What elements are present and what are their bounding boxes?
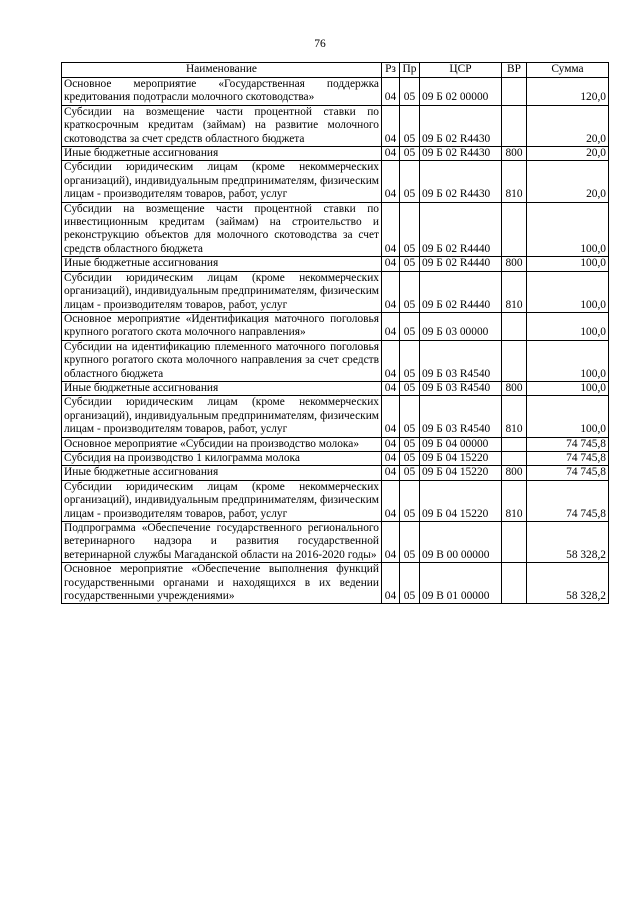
row-sum: 100,0	[527, 381, 609, 395]
row-vr: 800	[502, 257, 527, 271]
row-csr: 09 Б 03 R4540	[420, 340, 502, 381]
row-sum: 74 745,8	[527, 466, 609, 480]
table-row	[62, 202, 609, 257]
table-row	[62, 437, 609, 451]
row-vr	[502, 522, 527, 563]
row-rz: 04	[382, 563, 400, 604]
row-rz: 04	[382, 257, 400, 271]
table-row	[62, 451, 609, 465]
table-row	[62, 78, 609, 106]
row-name: Субсидии на идентификацию племенного маточного поголовья крупного рогатого скота молочного направления за счет средств областного бюджета	[62, 340, 382, 381]
row-vr: 800	[502, 466, 527, 480]
row-sum: 100,0	[527, 257, 609, 271]
row-pr: 05	[400, 466, 420, 480]
row-rz: 04	[382, 340, 400, 381]
row-pr: 05	[400, 147, 420, 161]
table-row	[62, 396, 609, 437]
row-rz: 04	[382, 147, 400, 161]
row-rz: 04	[382, 396, 400, 437]
row-name: Иные бюджетные ассигнования	[62, 466, 382, 480]
row-csr: 09 Б 02 R4430	[420, 147, 502, 161]
header-name: Наименование	[62, 63, 382, 78]
row-name: Иные бюджетные ассигнования	[62, 381, 382, 395]
row-vr: 810	[502, 396, 527, 437]
row-name: Иные бюджетные ассигнования	[62, 257, 382, 271]
row-rz: 04	[382, 437, 400, 451]
table-row	[62, 381, 609, 395]
row-vr	[502, 340, 527, 381]
row-rz: 04	[382, 105, 400, 146]
table-header-row	[62, 63, 609, 78]
row-pr: 05	[400, 437, 420, 451]
row-sum: 20,0	[527, 147, 609, 161]
header-pr: Пр	[400, 63, 420, 78]
row-rz: 04	[382, 522, 400, 563]
row-sum: 74 745,8	[527, 480, 609, 521]
row-pr: 05	[400, 257, 420, 271]
row-sum: 74 745,8	[527, 451, 609, 465]
row-rz: 04	[382, 202, 400, 257]
table-row	[62, 271, 609, 312]
row-sum: 20,0	[527, 105, 609, 146]
row-pr: 05	[400, 105, 420, 146]
row-pr: 05	[400, 396, 420, 437]
row-csr: 09 Б 04 15220	[420, 480, 502, 521]
row-csr: 09 Б 04 15220	[420, 451, 502, 465]
row-name: Субсидии на возмещение части процентной ставки по инвестиционным кредитам (займам) на строительство и реконструкцию объектов для молочного скотоводства за счет средств областного бюджета	[62, 202, 382, 257]
table-row	[62, 312, 609, 340]
row-name: Иные бюджетные ассигнования	[62, 147, 382, 161]
row-name: Субсидии юридическим лицам (кроме некоммерческих организаций), индивидуальным предпринимателям, физическим лицам - производителям товаров, работ, услуг	[62, 396, 382, 437]
row-csr: 09 Б 02 R4430	[420, 161, 502, 202]
row-rz: 04	[382, 466, 400, 480]
row-name: Основное мероприятие «Субсидии на производство молока»	[62, 437, 382, 451]
row-vr	[502, 78, 527, 106]
row-pr: 05	[400, 381, 420, 395]
row-vr	[502, 312, 527, 340]
row-name: Субсидии юридическим лицам (кроме некоммерческих организаций), индивидуальным предпринимателям, физическим лицам - производителям товаров, работ, услуг	[62, 271, 382, 312]
row-csr: 09 Б 04 15220	[420, 466, 502, 480]
row-sum: 58 328,2	[527, 522, 609, 563]
row-csr: 09 В 00 00000	[420, 522, 502, 563]
row-name: Субсидия на производство 1 килограмма молока	[62, 451, 382, 465]
page-number: 76	[314, 38, 326, 50]
row-name: Субсидии юридическим лицам (кроме некоммерческих организаций), индивидуальным предпринимателям, физическим лицам - производителям товаров, работ, услуг	[62, 480, 382, 521]
table-row	[62, 147, 609, 161]
row-pr: 05	[400, 202, 420, 257]
row-rz: 04	[382, 381, 400, 395]
row-vr: 800	[502, 381, 527, 395]
row-sum: 100,0	[527, 312, 609, 340]
row-csr: 09 Б 02 R4440	[420, 271, 502, 312]
row-vr	[502, 451, 527, 465]
header-csr: ЦСР	[420, 63, 502, 78]
row-rz: 04	[382, 451, 400, 465]
row-vr	[502, 105, 527, 146]
row-rz: 04	[382, 312, 400, 340]
row-pr: 05	[400, 161, 420, 202]
row-vr	[502, 563, 527, 604]
row-pr: 05	[400, 480, 420, 521]
budget-allocation-table	[61, 62, 609, 604]
row-name: Основное мероприятие «Обеспечение выполнения функций государственными органами и находящихся в их ведении государственными учреждениями»	[62, 563, 382, 604]
table-row	[62, 480, 609, 521]
row-pr: 05	[400, 522, 420, 563]
row-rz: 04	[382, 271, 400, 312]
table-row	[62, 522, 609, 563]
row-sum: 100,0	[527, 396, 609, 437]
header-sum: Сумма	[527, 63, 609, 78]
row-sum: 100,0	[527, 202, 609, 257]
table-row	[62, 466, 609, 480]
row-csr: 09 Б 03 00000	[420, 312, 502, 340]
row-vr: 810	[502, 480, 527, 521]
row-sum: 100,0	[527, 340, 609, 381]
row-name: Основное мероприятие «Государственная поддержка кредитования подотрасли молочного скотоводства»	[62, 78, 382, 106]
row-name: Субсидии юридическим лицам (кроме некоммерческих организаций), индивидуальным предпринимателям, физическим лицам - производителям товаров, работ, услуг	[62, 161, 382, 202]
row-csr: 09 Б 04 00000	[420, 437, 502, 451]
row-sum: 120,0	[527, 78, 609, 106]
row-vr: 800	[502, 147, 527, 161]
header-vr: ВР	[502, 63, 527, 78]
row-rz: 04	[382, 78, 400, 106]
row-sum: 58 328,2	[527, 563, 609, 604]
row-sum: 74 745,8	[527, 437, 609, 451]
row-pr: 05	[400, 312, 420, 340]
row-sum: 100,0	[527, 271, 609, 312]
row-sum: 20,0	[527, 161, 609, 202]
row-csr: 09 Б 02 R4430	[420, 105, 502, 146]
row-pr: 05	[400, 78, 420, 106]
row-vr: 810	[502, 271, 527, 312]
row-pr: 05	[400, 340, 420, 381]
row-name: Основное мероприятие «Идентификация маточного поголовья крупного рогатого скота молочного направления»	[62, 312, 382, 340]
row-pr: 05	[400, 271, 420, 312]
row-csr: 09 Б 02 R4440	[420, 202, 502, 257]
row-csr: 09 Б 03 R4540	[420, 381, 502, 395]
row-pr: 05	[400, 451, 420, 465]
table-row	[62, 161, 609, 202]
row-vr: 810	[502, 161, 527, 202]
row-rz: 04	[382, 480, 400, 521]
row-pr: 05	[400, 563, 420, 604]
row-csr: 09 Б 02 00000	[420, 78, 502, 106]
table-row	[62, 257, 609, 271]
table-row	[62, 563, 609, 604]
row-vr	[502, 202, 527, 257]
header-rz: Рз	[382, 63, 400, 78]
row-name: Подпрограмма «Обеспечение государственного регионального ветеринарного надзора и развития государственной ветеринарной службы Магаданской области на 2016-2020 годы»	[62, 522, 382, 563]
table-row	[62, 340, 609, 381]
table-row	[62, 105, 609, 146]
row-csr: 09 Б 02 R4440	[420, 257, 502, 271]
row-rz: 04	[382, 161, 400, 202]
row-name: Субсидии на возмещение части процентной ставки по краткосрочным кредитам (займам) на развитие молочного скотоводства за счет средств областного бюджета	[62, 105, 382, 146]
row-csr: 09 В 01 00000	[420, 563, 502, 604]
row-vr	[502, 437, 527, 451]
row-csr: 09 Б 03 R4540	[420, 396, 502, 437]
